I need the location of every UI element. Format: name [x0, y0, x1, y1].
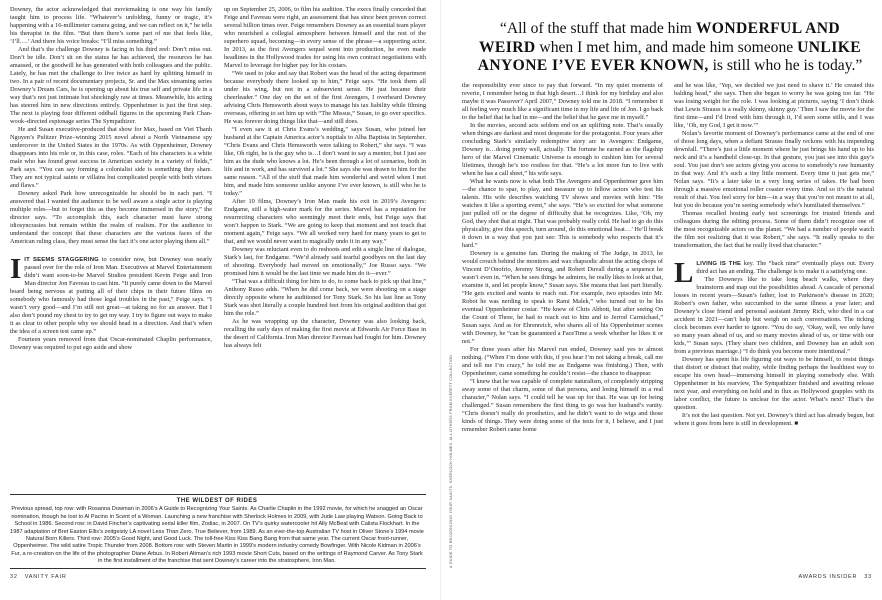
paragraph: “That was a difficult thing for him to do, to come back to pick up that line,” Anthony Russo adds. “When he did come back, we were shooting on a stage directly opposite where he auditioned for Tony Stark. So his last line as Tony Stark was shot literally a couple hundred feet from his original audition that got him the role.”: [224, 278, 426, 317]
page-number: 33: [864, 574, 872, 580]
end-mark: ■: [794, 420, 799, 427]
paragraph: He and Susan executive-produced that show for Max, based on Viet Thanh Nguyen’s Pulitzer Prize–winning 2015 novel about a North Vietnamese spy undercover in the United States in the 1970s. As with Oppenheimer, Downey disappears into his role or, in this case, roles. “Each of his characters is a white male who has found great success in American society in a variety of fields,” Park says. “You can say forming a colonialist side is something they share. They are not typical saints or villains but complicated people with both virtues and flaws.”: [10, 126, 212, 189]
left-column-2: [224, 6, 426, 350]
caption-title: THE WILDEST OF RIDES: [176, 498, 258, 504]
pull-quote-text: “All of the stuff that made him: [499, 20, 696, 37]
paragraph: [674, 412, 874, 428]
magazine-name: VANITY FAIR: [24, 574, 67, 580]
section-start-paragraph: [10, 253, 212, 336]
photo-credit: [447, 238, 457, 568]
caption-rule-bottom: [10, 568, 426, 569]
left-column-1: [10, 6, 212, 352]
paragraph: In the movies, second acts seldom end on an uplifting note. That’s usually when things are darkest and most desperate for the protagonist. Four years after concluding Stark’s similarly redemptive story arc in Avengers: Endgame, Downey is…doing pretty well, actually. The fortune he earned as the flagship hero of the Marvel Cinematic Universe is enough to cushion him for several lifetimes, though he’s too restless for that. “He’s a lot more fun to live with when he has a call sheet,” his wife says.: [462, 122, 663, 177]
drop-cap: I: [10, 253, 22, 285]
photo-caption: [10, 498, 424, 566]
page-gutter: [440, 0, 441, 600]
pull-quote-text: when I met him, and made him someone: [535, 38, 798, 56]
pull-quote-emphasis: UNLIKE ANYONE I’VE EVER KNOWN,: [477, 38, 862, 75]
paragraph: “I knew that he was capable of complete naturalism, of completely stripping away some of that charm, some of that persona, and losing himself in a real character,” Nolan says. “I could tell he was up for that. He was up for being challenged.” Susan remembers the first thing to go was her husband’s vanity. “Chris doesn’t really do prosthetics, and he didn’t want to do wigs and those kinds of things. They were doing some of the tests for it, I believe, and I just remember Robert came home: [462, 378, 663, 433]
right-column-2: [674, 82, 874, 428]
paragraph: Downey is a genuine fan. During the making of The Judge, in 2013, he would crouch behind the monitors and wax rhapsodic about the acting chops of Vincent D’Onofrio, Jeremy Strong, and Robert Duvall during a sequence he wasn’t even in. “When he sees things he admires, he really likes to look at that, examine it, and let people know,” Susan says. She means that last part literally. “He gets excited and wants to reach out. For example, two episodes into Mr. Robot he was nerding to speak to Rami Malek,” who turned out to be his eventual Oppenheimer costar. “He knew of Chris Abbott, but after seeing On the Count of Three, he had to reach out to him and to Jerrod Carmichael,” Susan says. And as for Ehrenreich, who shares all of his Oppenheimer scenes with Downey, he “can be guaranteed a FaceTime a week whether he likes it or not.”: [462, 250, 663, 345]
paragraph: Fourteen years removed from that Oscar-nominated Chaplin performance, Downey was required to put ego aside and show: [10, 336, 212, 351]
paragraph: and he was like, ‘Yep, we decided we just need to shave it.’ He created this balding head,” she says. Then she began to worry he was going too far. “He was losing weight for the role. I was looking at pictures, saying ‘I don’t think that Lewis Strauss is a really skinny, skinny guy.’ Then I saw the movie for the first time—and I’d lived with him through it, I’d seen some stills, and I was like, ‘Oh, my God, I get it now.’”: [674, 82, 874, 129]
paragraph: up on September 25, 2006, to film his audition. The execs finally conceded that Feige and Favreau were right, an assessment that has since been proven correct several billion times over. Feige remembers Downey as an essential team player who nourished a collegial atmosphere between himself and the rest of the superhero squad, becoming—in every sense of the phrase—a supporting actor. In 2013, as the first Avengers sequel went into production, he even made headlines in the Hollywood trades for using his own contract negotiations with Marvel to leverage for higher pay for his costars.: [224, 6, 426, 69]
paragraph: “We used to joke and say that Robert was the head of the acting department because everybody there looked up to him,” Feige says. “He took them all under his wing, but not in a subservient sense. He just became their cheerleader.” One day on the set of the first Avengers, I overheard Downey advising Chris Hemsworth about ways to manage his tax liability while filming overseas, offering to set him up with “The Missus,” Susan, to go over specifics. He was forever doing things like that—and still does.: [224, 70, 426, 125]
paragraph: Downey, the actor acknowledged that moviemaking is one way his family taught him to process life. “Whatever’s unfolding, funny or tragic, it’s happening with a 16-millimeter camera going, and we can reflect on it,” he tells his therapist in the film. “But then there’s some part of me that feels like, ‘I’ll….’ And there his voice breaks: “I’ll miss something.”: [10, 6, 212, 45]
paragraph-text: key. The “back nine” eventually plays out. Every third act has an ending. The challenge is to make it a satisfying one.: [696, 260, 874, 275]
caption-text: Previous spread, top row: with Rosanna Dowman in 2006’s A Guide to Recognizing Your Saints. As Charlie Chaplin in the 1992 movie, for which he snagged an Oscar nomination, though he lost to Al Pacino in Scent of a Woman. Launching a new franchise with Sherlock Holmes in 2009, with Jude Law playing Watson. Going Back to School in 1986. Second row: in David Fincher’s captivating serial killer film, Zodiac, in 2007. On TV’s quirky watercooler hit Ally McBeal with Calista Flockhart. In the 1987 adaptation of Bret Easton Ellis’s zeitgeisty LA novel Less Than Zero. True Believer, from 1989. As an ever-the-top Australian TV host in Oliver Stone’s 1994 movie Natural Born Killers. Third row: 2005’s Good Night, and Good Luck. The toll-free Kiss Kiss Bang Bang from that same year. The current Oscar front-runner, Oppenheimer. The wild satire Tropic Thunder from 2008. Bottom row: with Steven Martin in 1999’s modern industry comedy Bowfinger. With Nicole Kidman in 2006’s Fur, a re-creation on the life of the photographer Diane Arbus. In Robert Altman’s rich 1993 movie Short Cuts, based on the writings of Raymond Carver. As Tony Stark in the first installment of the franchise that sent Downey’s career into the stratosphere, Iron Man.: [10, 506, 424, 565]
caption-rule: [10, 494, 426, 495]
page-number: 32: [10, 574, 18, 580]
right-column-1: [462, 82, 663, 434]
paragraph: After 10 films, Downey’s Iron Man made his exit in 2019’s Avengers: Endgame, still a high-water mark for the series. Marvel has a reputation for resurrecting characters who seemingly meet their ends, but Feige says that won’t happen to Stark. “We are going to keep that moment and not touch that moment again,” Feige says. “We all worked very hard for many years to get to that, and we would never want to magically undo it in any way.”: [224, 198, 426, 245]
paragraph-text: It’s not the last question. Not yet. Downey’s third act has already begun, but where it goes from here is still in development.: [674, 412, 874, 427]
paragraph: Downey was reluctant even to do reshoots and edit a single line of dialogue, Stark’s last, for Endgame. “We’d already said tearful goodbyes on the last day of shooting. Everybody had moved on emotionally,” Joe Russo says. “We promised him it would be the last time we made him do it—ever.”: [224, 246, 426, 277]
section-name: AWARDS INSIDER: [798, 574, 858, 580]
section-start-paragraph: [674, 257, 874, 289]
paragraph: Thomas recalled hosting early test screenings for trusted friends and colleagues during the editing process. Some of them didn’t recognize one of the most recognizable actors on the planet. “We had a number of people watch the film not realizing that it was Robert,” she says. “It really speaks to the transformation, the fact that he really lived that character.”: [674, 210, 874, 249]
paragraph: Downey asked Park how unrecognizable he should be in each part. “I answered that I wanted the audience to be well aware a single actor is playing multiple roles—but to forget this as they become immersed in the story,” the director says. “To accomplish this, each character must have strong idiosyncrasies but remain within the realm of realism. For the audience to understand the concept that these characters are the various faces of the American ruling class, they must sense the fact it’s one actor playing them all.”: [10, 190, 212, 245]
lead-in: LIVING IS THE: [696, 261, 742, 267]
drop-cap: L: [674, 257, 694, 289]
paragraph: Nolan’s favorite moment of Downey’s performance came at the end of one of those long days, when a defiant Strauss finally reckons with his impending downfall. “There’s just a little moment where he just brings his hand up to his neck and it’s a handheld close-up. In that gesture, you just see into this guy’s soul. You just don’t see actors giving you access to somebody’s raw humanity in that way. And it’s such a tiny little moment. Every time it just gets me,” Nolan says. “It’s a later take in a very long series of takes. He had been through a massive emotional roller coaster every time. And so it’s the natural result of that. You feel sorry for him—in a way that you’re not meant to at all, but you do because you’re seeing somebody who’s humiliated themselves.”: [674, 130, 874, 209]
paragraph: As he was wrapping up the character, Downey was also looking back, recalling the early days of making the first movie at Edwards Air Force Base in the desert of California. Iron Man director Favreau had fought for him. Downey has always felt: [224, 318, 426, 349]
pull-quote: [470, 20, 870, 76]
paragraph: For three years after his Marvel run ended, Downey said yes to almost nothing. (“When I’m done with this, if you hear I’m not taking a break, call me and tell me I’m crazy,” he told me as Endgame was finishing.) Then, with Oppenheimer, came something he couldn’t resist—the chance to disappear.: [462, 346, 663, 377]
pull-quote-text: is still who he is today.”: [708, 57, 863, 75]
lead-in: IT SEEMS STAGGERING: [24, 257, 99, 263]
folio-left: [10, 574, 67, 580]
folio-right: [799, 574, 872, 580]
paragraph: “I even saw it at Chris Evans’s wedding,” says Susan, who joined her husband at the Captain America actor’s nuptials to Alba Baptista in September. “Chris Evans and Chris Hemsworth were talking to Robert,” she says. “I was like, Oh right, he is the guy who is…I don’t want to say a mentor, but I just see him as the dude who knows a lot. He’s been through a lot of scenarios, both in life and in work, and has survived a lot.” She says she was drawn to him for the same reason. “All of the stuff that made him wonderful and weird when I met him, and made him someone unlike anyone I’ve ever known, is still who he is today.”: [224, 126, 426, 197]
pull-quote-emphasis: WONDERFUL AND WEIRD: [478, 20, 841, 56]
paragraph-text: to consider now, but Downey was nearly passed over for the role of Iron Man. Executives at Marvel Entertainment didn’t want soon-to-be Marvel Studios president Kevin Feige and Iron Man director Jon Favreau to cast him. “It purely came down to the Marvel board being nervous at putting all of their chips in their future films on somebody who famously had those legal troubles in the past,” Feige says. “I wasn’t very good—and I’m still not great—at taking no for an answer. But I also don’t pound my chest to try to get my way. I try to figure out ways to make it as clear to other people why we should head in a direction. And that’s when the idea of a screen test came up.”: [10, 256, 212, 335]
paragraph: The Downeys like to take long beach walks, where they brainstorm and map out the possibilities ahead. A cascade of personal losses in recent years—Susan’s father, lost to Parkinson’s disease in 2020; Robert’s own father, who succumbed to the same illness a year later; and Downey’s close friend and personal assistant Jimmy Rich, who died in a car accident in 2021—can’t help but weigh on such conversations. The ticking clock becomes ever harder to ignore. “You do say, ‘Okay, well, we only have so many years ahead of us, and so many movies ahead of us, or time with our kids,’” Susan says. (They share two children, and Downey has an adult son from a previous marriage.) “I do think you become more intentional.”: [674, 276, 874, 355]
paragraph: And that’s the challenge Downey is facing in his third reel: Don’t miss out. Don’t be idle. Don’t sit on the status he has achieved, the resources he has amassed, or the goodwill he has generated with both colleagues and the public. Lately, he has met the challenge to live twice as hard by splitting himself in two. In a pair of recent documentary projects, Sr. and the Max streaming series Downey’s Dream Cars, he is opening up about his true self and private life in a way that’s not just intimate but shockingly raw at times. Meanwhile, his acting has steered him in new directions entirely. Oppenheimer is just the first step. The next is playing four different oddball figures in the upcoming Park Chan-wook–directed espionage series The Sympathizer.: [10, 46, 212, 125]
paragraph: What he wants now is what both The Avengers and Oppenheimer gave him—the chance to spar, to play, and measure up to fellow actors who test his talents. His wife describes watching TV shows and movies with him: “He watches it like a sporting event,” she says. “He’s so excited for what someone just pulled off or the degree of difficulty that he recognizes. Like, ‘Oh, my God, they shot that at night. That was probably really cold. He had to go do this physicality, give this speech, turn around, do this emotional beat…’ He’ll break it down in a way that you just see: This is somebody who respects that it’s hard.”: [462, 178, 663, 249]
paragraph: Downey has spent his life figuring out ways to be himself, to resist things that distort or distract that reality, while finding perhaps the healthiest way to escape his own head—immersing himself in playing somebody else. With Oppenheimer in his rearview, The Sympathizer finished and awaiting release next year, and everything on hold and in flux as Hollywood grapples with its labor conflict, the future is unclear for the actor. What’s next? That’s the question.: [674, 356, 874, 411]
paragraph: the responsibility ever since to pay that forward. “In my quiet moments of reverie, I remember being in that high desert…I think for my birthday and also maybe it was Passover? April 2007,” Downey told me in 2018. “I remember it all feeling very much like a significant time in my life and life of Jon. I go back to the belief that he had in me—and the belief that he gave me in myself.”: [462, 82, 663, 121]
photo-credit-text: A GUIDE TO RECOGNIZING YOUR SAINTS, SHERLOCK HOLMES, ALL OTHERS FROM EVERETT COLLECTION: [449, 354, 453, 568]
